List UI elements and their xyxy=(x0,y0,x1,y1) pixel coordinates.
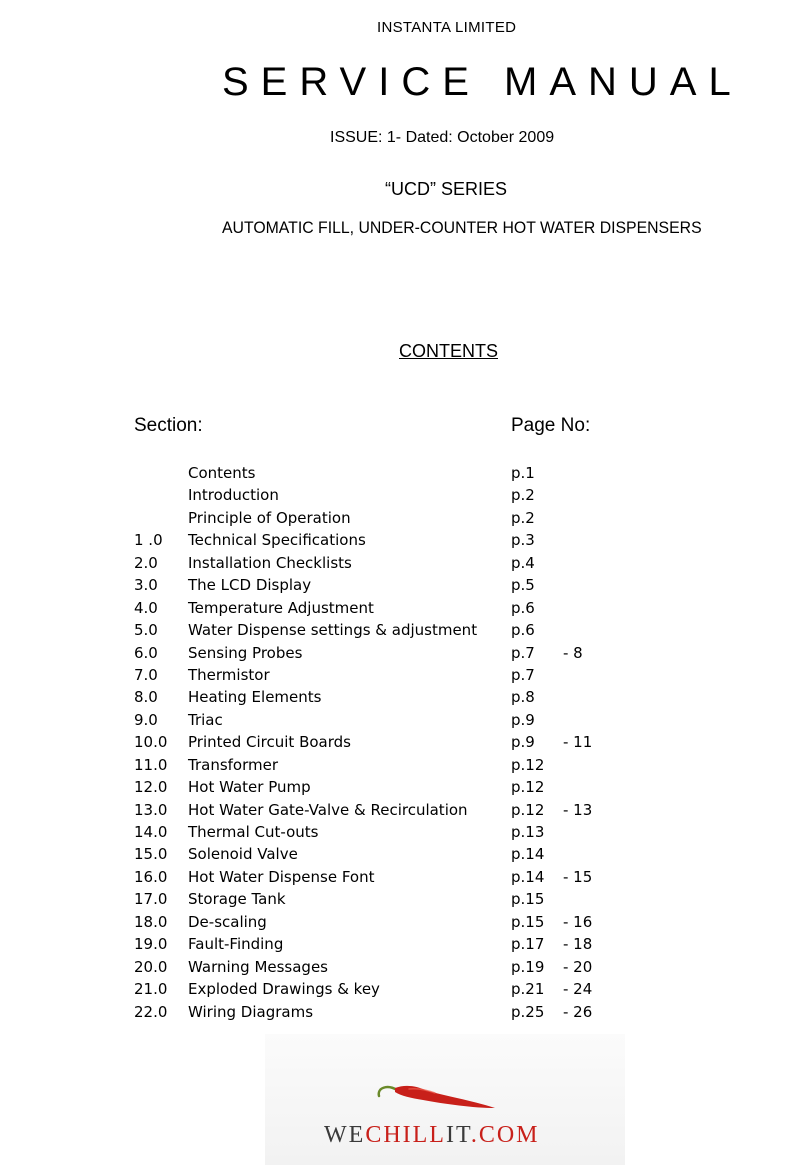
page-range-end: - 15 xyxy=(563,867,593,886)
toc-entry xyxy=(0,956,808,978)
toc-entry xyxy=(0,529,808,551)
toc-entry xyxy=(0,799,808,821)
page-number: p.12 xyxy=(511,800,545,819)
section-number: 3.0 xyxy=(134,576,158,595)
series-name: “UCD” SERIES xyxy=(385,179,508,199)
toc-entry xyxy=(0,619,808,641)
toc-entry xyxy=(0,709,808,731)
section-title: Principle of Operation xyxy=(188,508,351,527)
section-title: Hot Water Gate-Valve & Recirculation xyxy=(188,800,468,819)
page-column-header: Page No: xyxy=(511,415,591,436)
section-title: Wiring Diagrams xyxy=(188,1002,314,1021)
section-title: Technical Specifications xyxy=(188,531,366,550)
section-number: 22.0 xyxy=(134,1002,168,1021)
section-title: Contents xyxy=(188,464,256,482)
page-number: p.19 xyxy=(511,957,545,976)
section-title: Heating Elements xyxy=(188,688,322,707)
toc-entry xyxy=(0,664,808,686)
toc-entry xyxy=(0,462,808,484)
toc-entry xyxy=(0,552,808,574)
section-title: Thermal Cut-outs xyxy=(188,823,319,841)
manual-title: SERVICE MANUAL xyxy=(222,60,743,104)
section-title: Solenoid Valve xyxy=(188,845,298,864)
contents-heading: CONTENTS xyxy=(399,341,498,361)
toc-entry xyxy=(0,1001,808,1023)
page-number: p.21 xyxy=(511,980,545,999)
page-number: p.2 xyxy=(511,508,535,527)
toc-entry xyxy=(0,597,808,619)
section-number: 12.0 xyxy=(134,778,168,797)
section-title: Introduction xyxy=(188,486,279,505)
toc-entry xyxy=(0,754,808,776)
page-number: p.14 xyxy=(511,845,545,864)
toc-entry xyxy=(0,866,808,888)
toc-entry xyxy=(0,731,808,753)
section-column-header: Section: xyxy=(134,415,203,436)
section-number: 4.0 xyxy=(134,598,158,617)
section-title: De-scaling xyxy=(188,912,267,931)
section-title: Thermistor xyxy=(188,665,270,684)
page-number: p.3 xyxy=(511,531,535,550)
page-number: p.13 xyxy=(511,823,545,841)
toc-entry xyxy=(0,484,808,506)
section-number: 9.0 xyxy=(134,710,158,729)
page-number: p.9 xyxy=(511,733,535,752)
toc-entry xyxy=(0,933,808,955)
section-number: 18.0 xyxy=(134,912,168,931)
section-title: Water Dispense settings & adjustment xyxy=(188,621,478,640)
page-number: p.15 xyxy=(511,890,545,909)
section-number: 15.0 xyxy=(134,845,168,864)
page-number: p.6 xyxy=(511,598,535,617)
logo-wordmark: WECHILLIT.COM xyxy=(324,1122,540,1148)
page-number: p.14 xyxy=(511,867,545,886)
page-number: p.12 xyxy=(511,778,545,797)
chilli-pepper-icon xyxy=(365,1074,505,1124)
page-range-end: - 26 xyxy=(563,1002,593,1021)
page-number: p.15 xyxy=(511,912,545,931)
section-number: 16.0 xyxy=(134,867,168,886)
company-name: INSTANTA LIMITED xyxy=(377,19,517,36)
section-title: Printed Circuit Boards xyxy=(188,733,351,752)
section-title: Installation Checklists xyxy=(188,553,352,572)
page-number: p.7 xyxy=(511,643,535,662)
page-number: p.4 xyxy=(511,553,535,572)
contents-list xyxy=(0,462,808,1023)
toc-entry xyxy=(0,776,808,798)
toc-entry xyxy=(0,642,808,664)
section-title: Hot Water Dispense Font xyxy=(188,867,375,886)
section-number: 13.0 xyxy=(134,800,168,819)
section-title: Sensing Probes xyxy=(188,643,303,662)
section-number: 8.0 xyxy=(134,688,158,707)
page-range-end: - 18 xyxy=(563,935,593,954)
toc-entry xyxy=(0,686,808,708)
toc-entry xyxy=(0,574,808,596)
section-number: 5.0 xyxy=(134,621,158,640)
section-title: Warning Messages xyxy=(188,957,328,976)
section-number: 19.0 xyxy=(134,935,168,954)
page-range-end: - 20 xyxy=(563,957,593,976)
toc-entry xyxy=(0,888,808,910)
section-number: 11.0 xyxy=(134,755,168,774)
toc-entry xyxy=(0,978,808,1000)
toc-entry xyxy=(0,507,808,529)
toc-entry xyxy=(0,843,808,865)
section-number: 14.0 xyxy=(134,823,168,841)
section-number: 17.0 xyxy=(134,890,168,909)
page-number: p.7 xyxy=(511,665,535,684)
section-number: 1 .0 xyxy=(134,531,163,550)
page-range-end: - 11 xyxy=(563,733,593,752)
section-number: 2.0 xyxy=(134,553,158,572)
page-number: p.6 xyxy=(511,621,535,640)
section-number: 6.0 xyxy=(134,643,158,662)
section-title: Fault-Finding xyxy=(188,935,284,954)
page-number: p.17 xyxy=(511,935,545,954)
product-description: AUTOMATIC FILL, UNDER-COUNTER HOT WATER DISPENSERS xyxy=(222,218,702,237)
section-title: Exploded Drawings & key xyxy=(188,980,380,999)
section-title: Hot Water Pump xyxy=(188,778,311,797)
toc-entry xyxy=(0,821,808,843)
page-range-end: - 24 xyxy=(563,980,593,999)
section-title: The LCD Display xyxy=(188,576,312,595)
section-title: Storage Tank xyxy=(188,890,286,909)
page-range-end: - 13 xyxy=(563,800,593,819)
page-number: p.25 xyxy=(511,1002,545,1021)
section-title: Transformer xyxy=(188,755,279,774)
page-number: p.12 xyxy=(511,755,545,774)
page-number: p.8 xyxy=(511,688,535,707)
page-range-end: - 16 xyxy=(563,912,593,931)
section-number: 10.0 xyxy=(134,733,168,752)
section-title: Triac xyxy=(188,710,223,729)
wechillit-logo xyxy=(265,1034,625,1165)
section-number: 20.0 xyxy=(134,957,168,976)
section-number: 7.0 xyxy=(134,665,158,684)
page-number: p.1 xyxy=(511,464,535,482)
page-number: p.9 xyxy=(511,710,535,729)
section-title: Temperature Adjustment xyxy=(188,598,374,617)
page-number: p.2 xyxy=(511,486,535,505)
page-number: p.5 xyxy=(511,576,535,595)
page-range-end: - 8 xyxy=(563,643,583,662)
issue-date: ISSUE: 1- Dated: October 2009 xyxy=(330,129,555,146)
toc-entry xyxy=(0,911,808,933)
section-number: 21.0 xyxy=(134,980,168,999)
